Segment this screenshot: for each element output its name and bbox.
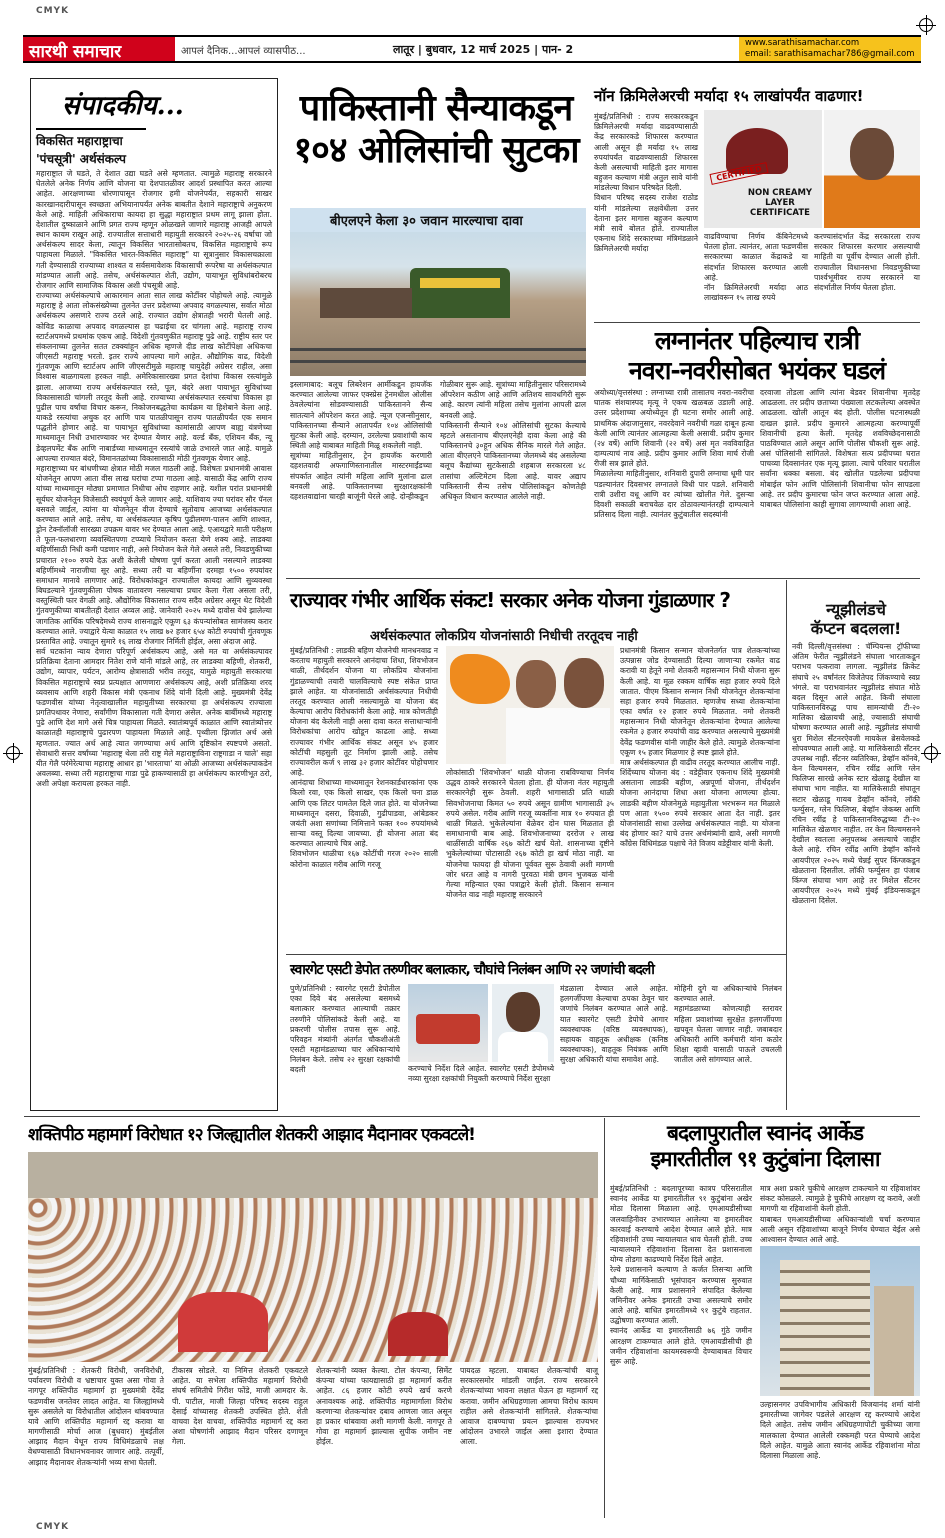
accused-photo xyxy=(492,984,554,1062)
building-photo xyxy=(760,1246,920,1396)
dateline: लातूर | बुधवार, 12 मार्च 2025 | पान- 2 xyxy=(393,43,574,56)
shaktipeeth-col-4: पायदळ म्हटला. याबाबत शेतकऱ्यांची बाजू सरकारसमोर मांडली जाईल. राज्य सरकारने शेतकऱ्यांच्या भावना लक्षात घेऊन हा महामार्ग रद्द करावा. जमीन अधिग्रहणाला आमचा विरोध कायम राहील असे शेतकऱ्यांनी सांगितले. शेतकऱ्यांचा आवाज दाबण्याचा प्रयत्न झाल्यास राज्यभर आंदोलन उभारले जाईल असा इशारा देण्यात आला. xyxy=(460,1366,598,1447)
masthead-tagline: आपलं दैनिक...आपलं व्यासपीठ... xyxy=(181,46,306,57)
registration-mark-icon xyxy=(924,746,938,760)
bride-col-2: दरवाजा तोडला आणि त्यांना बेडवर शिवानीचा मृतदेह आढळला. तर प्रदीप छताच्या पंख्याला लटकलेल्या अवस्थेत आढळला. खोली आतून बंद होती. पोलीस घटनास्थळी दाखल झाले. प्रदीप कुमारने आत्महत्या करण्यापूर्वी शिवानीची हत्या केली. मृतदेह शवविच्छेदनासाठी पाठविण्यात आले असून आणि पोलीस चौकशी सुरू आहे. असं पोलिसांनी सांगितले. विशेषतः सत्य प्रदीपच्या घरात पाचव्या दिवसानंतर एक मृत्यू झाला. त्याचे परिवार घरातील सर्वांना धक्का बसला. बंद खोलीत पडलेल्या प्रदीपचा मोबाईल फोन आणि पोलिसांनी शिवानीचा फोन सापडला आहे. तर प्रदीप कुमारचा फोन जप्त करण्यात आला आहे. याबाबत पोलिसांना काही सुगावा लागण्याची आशा आहे. xyxy=(760,388,920,509)
bride-col-1: अयोध्या/वृत्तसंस्था : लग्नाच्या रात्री तासातच नवरा-नवरीचा घातक संशयास्पद मृत्यू ने एकच खळबळ उडाली आहे. उत्तर प्रदेशाच्या अयोध्येतून ही घटना समोर आली आहे. प्राथमिक अंदाजानुसार, नवरदेवाने नवरीची गळा दाबून हत्या केली आणि त्यानंतर आत्महत्या केली असावी. प्रदीप कुमार (२४ वर्षे) आणि शिवानी (२२ वर्षे) असं मृत नवविवाहित दाम्पत्याचं नाव आहे. प्रदीप कुमार आणि शिवा मार्च रोजी रीजी सत्र झाले होते. मिळालेल्या माहितीनुसार, शनिवारी दुपारी लग्नाचा धूमी पार पडल्यानंतर दिवसभर लग्नातले विधी पार पडले. शनिवारी रात्री उशीरा वधू आणि वर त्यांच्या खोलीत गेले. दुसऱ्या दिवशी सकाळी बराचवेळ दार ठोठावल्यानंतरही दाम्पत्याने प्रतिसाद दिला नाही. त्यानंतर कुटुंबातील सदस्यांनी xyxy=(594,388,754,520)
badlapur-headline: बदलापुरातील स्वानंद आर्केड इमारतीतील ९१ कुटुंबांना दिलासा xyxy=(650,1121,880,1172)
noncreamy-col-3: करण्यासंदर्भात केंद्र सरकारला राज्य सरकार शिफारस करणार असल्याची माहिती या पूर्वीच देण्यात आली होती. राज्यातील विधानसभा निवडणुकीच्या पार्श्वभूमीवर राज्य सरकारने या संदर्भातील निर्णय घेतला होता. xyxy=(814,232,920,292)
economy-headline: राज्यावर गंभीर आर्थिक संकट! सरकार अनेक योजना गुंडाळणार ? xyxy=(290,588,730,612)
economy-col-2: लोकांसाठी 'शिवभोजन' थाळी योजना राबविण्याचा निर्णय उद्धव ठाकरे सरकारने घेतला होता. ही योजना नंतर महायुती सरकारनेही सुरू ठेवली. शहरी भागासाठी प्रति थाळी सिवभोजनाचा किमत ५० रुपये असून ग्रामीण भागासाठी ३५ रुपये असेल. गरीब आणि गरजू व्यक्तींना मात्र १० रुपयात ही थाळी मिळते. भुकेलेल्यांना वेळेवर दोन घास मिळतात ही समाधानाची बाब आहे. शिवभोजनाच्या दररोज २ लाख थाळींसाठी वार्षिक २६७ कोटी खर्च येतो. शासनाच्या दृष्टीने भुकेलेल्यांच्या पोटासाठी २६७ कोटी हा खर्च मोठा नाही. या योजनेचा फायदा ही योजना पूर्ववत सुरू ठेवावी अशी मागणी जोर धरत आहे व नागरी पुरवठा मंत्री छगन भुजबळ यांनी गेल्या महिन्यात एका पत्राद्वारे केली होती. किसान सन्मान योजनेत वाढ नाही महाराष्ट्र सरकारने xyxy=(446,768,614,900)
badlapur-col-1: मुंबई/प्रतिनिधी : बदलापूरच्या कात्रप परिसरातील स्वानंद आर्केड या इमारतीतील ९१ कुटुंबांना अखेर मोठा दिलासा मिळाला आहे. एमआयडीसीच्या जलवाहिनीवर उभारण्यात आलेल्या या इमारतीवर कारवाई करण्याचे आदेश देण्यात आले होते. मात्र रहिवाशांनी उच्च न्यायालयात धाव घेतली होती. उच्च न्यायालयाने रहिवाशांना दिलासा देत प्रशासनाला योग्य तोडगा काढण्याचे निर्देश दिले आहेत. रेल्वे प्रशासनाने कल्याण ते कर्जत तिसऱ्या आणि चौथ्या मार्गिकेसाठी भूसंपादन करण्यास सुरुवात केली आहे. मात्र प्रशासनाने संपादित केलेल्या जमिनीवर अनेक इमारती उभ्या असल्याचे समोर आले आहे. बाधित इमारतीमध्ये ९१ कुटुंबे राहतात. उद्घोषणा करण्यात आली. स्वानंद आर्केड या इमारतीसाठी ७६ गुंठे जमीन आरक्षण टाकण्यात आले होते. एमआयडीसीची ही जमीन रहिवाशांना कायमस्वरूपी देण्याबाबत विचार सुरू आहे. xyxy=(610,1184,752,1366)
person-icon xyxy=(850,128,894,180)
nz-headline: न्यूझीलंडचे कॅप्टन बदलला! xyxy=(810,600,902,639)
person-icon xyxy=(564,658,604,708)
editorial-title-1: विकसित महाराष्ट्राचा xyxy=(36,134,123,148)
pak-headline: पाकिस्तानी सैन्याकडून १०४ ओलिसांची सुटका xyxy=(293,88,579,172)
registration-mark-icon xyxy=(919,18,933,32)
building-icon xyxy=(780,1260,870,1396)
swargate-col-3: मंडळाला देण्यात आले आहेत. हलगर्जीपणा केल्याचा ठपका ठेवून चार जणांचे निलंबन करण्यात आले आहे. यात स्वारगेट एसटी डेपोचे आगार व्यवस्थापक (वरिष्ठ व्यवस्थापक), सहायक वाहतूक अधीक्षक (कनिष्ठ व्यवस्थापक), वाहतूक नियंत्रक आणि सुरक्षा अधिकारी यांचा समावेश आहे. xyxy=(560,984,668,1065)
leaders-photo xyxy=(446,646,614,764)
email-link[interactable]: email: sarathisamachar786@gmail.com xyxy=(745,49,915,59)
crowd xyxy=(28,1198,598,1362)
badlapur-col-2: मात्र अशा प्रकारे चुकीचे आरक्षण टाकल्याने या रहिवाशांवर संकट कोसळले. त्यामुळे हे चुकीचे आरक्षण रद्द करावे, अशी मागणी या रहिवाशांनी केली होती. याबाबत एमआयडीसीच्या अधिकाऱ्यांशी चर्चा करण्यात आली असून रहिवाशांच्या बाजूने निर्णय घेण्यात येईल असे आश्वासन देण्यात आले आहे. xyxy=(760,1184,920,1244)
economy-subhead: अर्थसंकल्पात लोकप्रिय योजनांसाठी निधीची तरतूदच नाही xyxy=(370,629,638,644)
minister-photo xyxy=(824,110,920,228)
person-icon xyxy=(516,660,556,708)
nz-body: नवी दिल्ली/वृत्तसंस्था : चॅम्पियन्स ट्रॉफीच्या अंतिम फेरीत न्यूझीलंडने संघाला भारताकडून पराभव पत्करावा लागला. न्यूझीलंड क्रिकेट संघाचे २५ वर्षांनंतर विजेतेपद जिंकण्याचे स्वप्न भंगले. या पराभवानंतर न्यूझीलंड संघात मोठे बदल दिसून आले आहेत. किवी संघाला पाकिस्तानविरुद्ध पाच सामन्यांची टी-२० मालिका खेळायची आहे, ज्यासाठी संघाची घोषणा करण्यात आली आहे. न्यूझीलंड संघाची धुरा मिशेल सँटनरऐवजी मायकेल ब्रेसवेलकडे सोपवण्यात आली आहे. या मालिकेसाठी सँटनर उपलब्ध नाही. सँटनर व्यतिरिक्त, डेव्हॉन कॉनवे, केन विल्यमसन, रचिन रवींद्र आणि ग्लेन फिलिप्स सारखे अनेक स्टार खेळाडू देखील या संघाचा भाग नाहीत. या मालिकेसाठी संघातून सटार खेळाडू गायब डेव्हॉन कॉनवे, लॉकी फर्ग्युसन, ग्लेन फिलिप्स, बेव्हॉन जेकब्स आणि रचिन रवींद्र हे पाकिस्तानविरुद्धच्या टी-२० मालिकेत खेळणार नाहीत. तर केन विल्यमसनने देखील स्वतःला अनुपलब्ध असल्याचे जाहीर केले आहे. रचिन रवींद्र आणि डेव्हॉन कॉनवे आयपीएल २०२५ मध्ये चेन्नई सुपर किंग्जकडून खेळताना दिसतील. लॉकी फर्ग्युसन हा पंजाब किंग्ज संघाचा भाग आहे तर मिशेल सँटनर आयपीएल २०२५ मध्ये मुंबई इंडियन्सकडून खेळताना दिसेल. xyxy=(792,642,920,906)
swargate-headline: स्वारगेट एसटी डेपोत तरुणीवर बलात्कार, चौघांचे निलंबन आणि २२ जणांची बदली xyxy=(290,962,654,978)
pak-col-2: गोळीबार सुरू आहे. सूत्रांच्या माहितीनुसार परिसरामध्ये ऑपरेशन कठीण आहे आणि अतिशय सावधगिरी सुरू आहे. कारण त्यांनी महिला तसेच मुलांना आपली ढाल बनवली आहे. पाकिस्तानी सैन्याने १०४ ओलिसांची सुटका केल्याचे म्हटले असतानाच बीएलएनेही दावा केला आहे की पाकिस्तानचे ३०हून अधिक सैनिक मारले गेले आहेत. आता बीएलएने पाकिस्तानच्या जेलमध्ये बंद असलेल्या बलूच कैद्यांच्या सुटकेसाठी शहबाज सरकारला ४८ तासांचा अल्टिमेटम दिला आहे. यावर अद्याप पाकिस्तानी सैन्य तसेच पोलिसांकडून कोणतेही अधिकृत विधान करण्यात आलेले नाही. xyxy=(440,380,586,501)
pak-subhead: बीएलएने केला ३० जवान मारल्याचा दावा xyxy=(330,214,523,229)
shaktipeeth-col-1: मुंबई/प्रतिनिधी : शेतकरी विरोधी, जनविरोधी, पर्यावरण विरोधी व भ्रष्टाचार युक्त असा गोवा ते नागपूर शक्तिपीठ महामार्ग हा मुख्यमंत्री देवेंद्र फडणवीस जनतेवर लादत आहेत. या जिल्ह्यांमध्ये सुरू असलेले या विरोधातील आंदोलन थांबवण्यात यावे आणि शक्तिपीठ महामार्ग रद्द करावा या मागणीसाठी मोर्चा आज (बुधवार) मुंबईतील आझाद मैदान येथून राज्य विधिमंडळाचे लक्ष वेधण्यासाठी विधानभवनावर जाणार आहे. तत्पूर्वी, आझाद मैदानावर शेतकऱ्यांनी भव्य सभा घेतली. xyxy=(28,1366,164,1467)
masthead-logo: सारथी समाचार xyxy=(23,37,175,61)
registration-mark-icon xyxy=(6,746,20,760)
shaktipeeth-col-3: शेतकऱ्यांनी व्यक्त केल्या. टोल कंपन्या, सिमेंट कंपन्या यांच्या फायद्यासाठी हा महामार्ग करीत आहेत. ८६ हजार कोटी रुपये खर्च करणे अनावश्यक आहे. शक्तिपीठ महामार्गाला विरोध करणाऱ्या शेतकऱ्यांवर दबाव आणला जात असून हा प्रकार थांबवावा अशी मागणी केली. नागपूर ते गोवा हा महामार्ग झाल्यास सुपीक जमीन नष्ट होईल. xyxy=(316,1366,452,1447)
bride-headline: लग्नानंतर पहिल्याच रात्री नवरा-नवरीसोबत भयंकर घडलं xyxy=(628,326,886,385)
economy-col-1: मुंबई/प्रतिनिधी : लाडकी बहिण योजनेची मानधनवाढ न करताच महायुती सरकारने आनंदाचा शिधा, शिवभोजन थाळी, तीर्थदर्शन योजना या लोकप्रिय योजनांना गुंडाळण्याची तयारी चालविल्याचे स्पष्ट संकेत प्राप्त झाले आहेत. या योजनांसाठी अर्थसंकल्पात निधीची तरतूद करण्यात आली नसल्यामुळे या योजना बंद केल्याचा आरोप विरोधकांनी केला आहे. मात्र कोणतीही योजना बंद केलेली नाही असा दावा करत सत्ताधाऱ्यांनी विरोधकांचा आरोप खोडून काढला आहे. सध्या राज्यावर गंभीर आर्थिक संकट असून ४५ हजार कोटींची महसुली तूट निर्माण झाली आहे. तसेच राज्यावरील कर्ज ९ लाख ३२ हजार कोटींवर पोहोचणार आहे. आनंदाचा शिधाच्या माध्यमातून रेशनकार्डधारकांना एक किलो रवा, एक किलो साखर, एक किलो चना डाळ आणि एक लिटर पामतेल दिले जात होते. या योजनेच्या माध्यमातून दसरा, दिवाळी, गुढीपाडवा, आंबेडकर जयंती अशा सणांच्या निमित्ताने फक्त १०० रुपयांमध्ये साऱ्या वस्तू दिल्या जायच्या. ही योजना आता बंद करण्यात आल्याचे चित्र आहे. शिवभोजन थाळीचा १६७ कोटींची गरज २०२० साली कोरोना काळात गरीब आणि गरजू xyxy=(290,646,438,869)
certificate-image: CERTIFIED NON CREAMY LAYER CERTIFICATE xyxy=(704,110,822,228)
protest-photo xyxy=(28,1152,598,1362)
maharashtra-map-icon xyxy=(450,654,510,704)
person-icon xyxy=(506,992,540,1032)
shaktipeeth-headline: शक्तिपीठ महामार्ग विरोधात १२ जिल्ह्यातील शेतकरी आझाद मैदानावर एकवटले! xyxy=(28,1125,475,1145)
noncreamy-headline: नॉन क्रिमिलेअरची मर्यादा १५ लाखांपर्यंत वाढणार! xyxy=(594,87,864,105)
editorial-logo: संपादकीय... xyxy=(62,91,184,121)
badlapur-col-3: उल्हासनगर उपविभागीय अधिकारी विजयानंद शर्मा यांनी इमारतीच्या जागेवर पडलेले आरक्षण रद्द करण्याचे आदेश दिले आहेत. तसेच जमीन अधिग्रहणापोटी चुकीच्या जागा मालकाला देण्यात आलेली रक्कमही परत घेण्याचे आदेश दिले आहेत. यामुळे आता स्वानंद आर्केड रहिवाशांना मोठा दिलासा मिळाला आहे. xyxy=(760,1400,920,1460)
swargate-col-2: करण्याचे निर्देश दिले आहेत. स्वारगेट एसटी डेपोमध्ये नव्या सुरक्षा रक्षकांची नियुक्ती करण्याचे निर्देश सुरक्षा xyxy=(408,1064,554,1084)
shaktipeeth-col-2: टीकास्त्र सोडले. या निमित्त शेतकरी एकवटले आहेत. या सभेला शक्तिपीठ महामार्ग विरोधी संघर्ष समितीचे गिरीश फोंडे, माजी आमदार के. पी. पाटील, माजी जिल्हा परिषद सदस्य राहुल देसाई यांच्यासह शेतकरी उपस्थित होते. शेती वाचवा देश वाचवा, शक्तिपीठ महामार्ग रद्द करा अशा घोषणांनी आझाद मैदान परिसर दणाणून गेला. xyxy=(172,1366,308,1447)
editorial-title-2: 'पंचसूत्री' अर्थसंकल्प xyxy=(36,152,126,166)
locomotive xyxy=(410,268,510,318)
swargate-col-1: पुणे/प्रतिनिधी : स्वारगेट एसटी डेपोतील एका दिवे बंद असलेल्या बसमध्ये बलात्कार करण्यात आल्याची तक्रार तरुणीने पोलिसांकडे केली आहे. या प्रकरणी पोलीस तपास सुरू आहे. परिवहन मंत्र्यांनी अंतर्गत चौकशीअंती एसटी महामंडळाच्या चार अधिकाऱ्यांचे निलंबन केले. तसेच २२ सुरक्षा रक्षकांची बदली xyxy=(290,984,400,1075)
masthead xyxy=(23,35,921,63)
cmyk-mark-top: CMYK xyxy=(36,6,70,16)
certified-stamp: CERTIFIED xyxy=(709,162,768,185)
train-photo xyxy=(290,208,586,376)
economy-col-3: प्रधानमंत्री किसान सन्मान योजनेतर्गत पात्र शेतकऱ्यांच्या उत्पन्नास जोड देण्यासाठी दिल्या जाणाऱ्या रकमेत वाढ करावी या हेतूने नमो शेतकरी महासन्मान निधी योजना सुरू केली आहे. या मूळ रक्कम वार्षिक सहा हजार रुपये दिले जातात. पीएम किसान सन्मान निधी योजनेतून शेतकऱ्यांना सहा हजार रुपये मिळतात. म्हणजेच सध्या शेतकऱ्यांना एका वर्षात १२ हजार रुपये मिळतात. नमो शेतकरी महासन्मान निधी योजनेतून शेतकऱ्यांना देण्यात आलेल्या रकमेत ३ हजार रुपयांची वाढ करण्यात असल्याचे मुख्यमंत्री देवेंद्र फडणवीस यांनी जाहीर केले होते. त्यामुळे शेतकऱ्यांना एकूण १५ हजार मिळणार हे स्पष्ट झाले होते. मात्र अर्थसंकल्पात ही वाढीव तरतूद करण्यात आलीच नाही. शिंदेंच्याच योजना बंद : वडेट्टीवार एकनाथ शिंदे मुख्यमंत्री असताना लाडकी बहीण, अन्नपूर्णा योजना, तीर्थदर्शन योजना आनंदाचा शिधा अशा योजना आणल्या होत्या. लाडकी बहीण योजनेमुळे महायुतीला भरभरून मत मिळाले पण आता १५०० रुपये सरकार आता देत नाही. इतर योजनांसाठी साधा उल्लेख अर्थसंकल्पात नाही. या योजना बंद होणार का? याचे उत्तर अर्थमंत्र्यांनी द्यावे, असी मागणी काँग्रेस विधिमंडळ पक्षाचे नेते विजय वडेट्टीवार यांनी केली. xyxy=(620,646,780,849)
bus-photo xyxy=(408,984,488,1062)
noncreamy-col-1: मुंबई/प्रतिनिधी : राज्य सरकारकडून क्रिमिलेअरची मर्यादा वाढवण्यासाठी केंद्र सरकारकडे शिफारस करण्यात आली असून ही मर्यादा १५ लाख रुपयांपर्यंत वाढवण्यासाठी शिफारस केली असल्याची माहिती इतर मागास बहुजन कल्याण मंत्री अतुल सावे यांनी मांडलेल्या विधान परिषदेत दिली. विधान परिषद सदस्य राजेश राठोड यांनी मांडलेल्या लक्षवेधीला उत्तर देताना इतर मागास बहुजन कल्याण मंत्री सावे बोलत होते. राज्यातील एकनाथ शिंदे सरकारच्या मंत्रिमंडळाने क्रिमिलेअरची मर्यादा xyxy=(594,112,698,254)
cmyk-mark-bottom: CMYK xyxy=(36,1522,70,1532)
pak-col-1: इस्लामाबाद: बलूच लिबरेशन आर्मीकडून हायजॅक करण्यात आलेल्या जाफर एक्स्प्रेस ट्रेनमधील ओलीस ठेवलेल्यांना सोडवण्यासाठी पाकिस्तानने सैन्य सातत्याने ऑपरेशन करत आहे. न्यूज एजन्सीनुसार, पाकिस्तानच्या सैन्याने आतापर्यंत १०४ ओलिसांची सुटका केली आहे. दरम्यान, उरलेल्या प्रवाशांची काय स्थिती आहे याबाबत माहिती मिळू शकलेली नाही. सूत्रांच्या माहितीनुसार, ट्रेन हायजॅक करणारी दहशतवादी अफगाणिस्तानातील मास्टरमाईंडच्या संपर्कात आहेत त्यांनी महिला आणि मुलांना ढाल बनवली आहे. पाकिस्तानच्या सुरक्षारक्षकांनी दहशतवाद्यांना चारही बाजूंनी घेरले आहे. दोन्हीकडून xyxy=(290,380,432,501)
noncreamy-col-2: वाढविण्याचा निर्णय कॅबिनेटमध्ये घेतला होता. त्यानंतर, आता फडणवीस सरकारच्या काळात केंद्राकडे या संदर्भात शिफारस करण्यात आली आहे. नॉन क्रिमिलेअरची मर्यादा आठ लाखांवरून १५ लाख रुपये xyxy=(704,232,808,303)
website-link[interactable]: www.sarathisamachar.com xyxy=(745,38,860,48)
editorial-body: महाराष्ट्रात जे घडते, ते देशात उद्या घडते असे म्हणतात. त्यामुळे महाराष्ट्र सरकारने घेतलेले अनेक निर्णय आणि योजना या देशपातळीवर आदर्श प्रस्थापित करत आल्या आहेत. आरक्षणाच्या धोरणापासून रोजगार हमी योजनेपर्यंत, सहकारी साखर कारखानदारीपासून स्वच्छता अभियानापर्यंत अनेक बाबतीत देशाने महाराष्ट्राचे अनुकरण केले आहे. माहिती अधिकाराचा कायदा हा सुद्धा महाराष्ट्रात प्रथम लागू झाला होता. देशातील दुष्काळाने आणि प्रगत राज्य म्हणून ओळखले जाणारे महाराष्ट्र आजही आपले स्थान कायम राखून आहे. राज्यातील सत्ताधारी महायुती सरकारने २०२५-२६ वर्षाचा जो अर्थसंकल्प सादर केला, त्यातून विकसित भारतासोबतच, विकसित महाराष्ट्राचे रूप पाहायला मिळाले. "विकसित भारत-विकसित महाराष्ट्र" या सूत्रानुसार विकासचक्राला गती देण्यासाठी राज्याच्या शाश्वत व सर्वसमावेशक विकासाची रूपरेषा या अर्थसंकल्पात मांडण्यात आली आहे. तसेच, अर्थसंकल्पात शेती, उद्योग, पायाभूत सुविधांबरोबरच रोजगार आणि सामाजिक विकास अशी पंचसूत्री आहे. राज्याच्या अर्थसंकल्पाचे आकारमान आता सात लाख कोटींवर पोहोचले आहे. त्यामुळे महाराष्ट्र हे आता लोकसंख्येच्या तुलनेत उत्तर प्रदेशच्या अपवाद वगळल्यास, सर्वात मोठा अर्थसंकल्प असणारे राज्य ठरले आहे. राज्यात उद्योग क्षेत्रातही भरारी घेतली आहे. कोविड काळाचा अपवाद वगळल्यास हा चढाईचा दर चांगला आहे. महाराष्ट्र राज्य स्टार्टअपमध्ये प्रथमांक एकच आहे. विदेशी गुंतवणुकीत महाराष्ट्र पुढे आहे. राष्ट्रीय स्तर पर संकलनाच्या तुलनेत सतत टक्क्यांहून अधिक म्हणजे दीड लाख कोटींपेक्षा अधिकचा जीएसटी महाराष्ट्र भरतो. इतर राज्ये आपल्या मागे आहेत. औद्योगिक वाढ, विदेशी गुंतवणूक आणि स्टार्टअप आणि जीएसटीमुळे महाराष्ट्र चायुदेही अग्रेसर राहील, असा विश्वास बाळगायला हरकत नाही. अमेरिकासारख्या प्रगत देशांचा विकास रस्त्यांमुळे झाला. आजच्या राज्य अर्थसंकल्पात रस्ते, पूल, बंदरे अशा पायाभूत सुविधांच्या विकासासाठी चांगली तरतूद केली आहे. राज्याच्या अर्थसंकल्पात रस्त्यांचा विकास हा पुढील पाच वर्षांचा विचार करून, निकोजनबद्धतेचा कार्यक्रम या हिशेबाने केला आहे. याकडे रस्त्यांचा अचुक दर आणि पाय पातळीपासून राज्य पातळीपर्यंत एक समान पद्धतीने होणार आहे. या पायाभूत सुविधांच्या कामांसाठी आपण बाह्य यंत्रणेच्या माध्यमातून निधी उभारण्यावर भर देण्यात येणार आहे. वर्ल्ड बँक, एशियन बँक, न्यू डेव्हलपमेंट बँक आणि नाबार्डच्या माध्यमातून रस्त्यांचे जाळे उभारले जात आहे. यामुळे आपल्या राज्यात बंदरे, विमानतळांच्या विकासासाठी मोठी गुंतवणूक येणार आहे. महाराष्ट्राच्या घर बांधणीच्या क्षेत्रात मोठी मजल गाठली आहे. विशेषतः प्रधानमंत्री आवास योजनेतून आपण आता वीस लाख घरांचा टप्पा गाठला आहे. यासाठी केंद्र आणि राज्य यांच्या माध्यमातून मोठ्या प्रमाणात निधीचा ओघ राहणार आहे. यशील परांत प्रधानमंत्री सूर्यघर योजनेतून विजेसाठी स्वयंपूर्ण केले जाणार आहे. याशिवाय ज्या घरांवर सौर पॅनल बसवले जाईल, त्यांना या योजनेतून वीज देण्याचे सूतोवाच आजच्या अर्थसंकल्पात करण्यात आले आहे. तसेच, या अर्थसंकल्पात कृषिप पुढीलमण-पालन आणि शाश्वत, ड्रोन टेक्नॉलॉजी सारख्या उपक्रम यावर भर देण्यात आला आहे. एआयद्वारे माती परीक्षण ते फूल-फलधारणा व्यवस्थितपणा टप्प्याचे नियोजन करता येणे शक्य आहे. लाडक्या बहिणींसाठी निधी कमी पडणार नाही, असे नियोजन केले गेले असले तरी, निवडणुकीच्या प्रचारात २१०० रुपये देऊ अशी केलेली घोषणा पूर्ण करता आली नसल्याने लाडक्या बहिणींमध्ये नाराजीचा सूर आहे. सध्या तरी या बहिणींना दरमहा १५०० रुपयांवर समाधान मानावे लागणार आहे. विरोधकांकडून राज्यातील कायदा आणि सुव्यवस्था बिघडल्याने गुंतवणुकीला पोषक वातावरण नसल्याचा प्रचार केला गेला असला तरी, वस्तुस्थिती फार वेगळी आहे. औद्योगिक विकासात राज्य सदैव अग्रेसर असून थेट विदेशी गुंतवणुकीच्या बाबतीतही देशात अव्वल आहे. जानेवारी २०२५ मध्ये दावोस येथे झालेल्या जागतिक आर्थिक परिषदेमध्ये राज्य शासनाद्वारे एकूण ६३ कंपन्यांसोबत सामंजस्य करार करण्यात आले. ज्याद्वारे येत्या काळात १५ लाख ७२ हजार ६५४ कोटी रुपयांची गुंतवणूक प्रस्तावित आहे. ज्यातून सुमारे १६ लाख रोजगार निर्मिती होईल, असा अंदाज आहे. सर्व घटकांना न्याय देणारा परिपूर्ण अर्थसंकल्प आहे, असे मत या अर्थसंकल्पावर प्रतिक्रिया देताना आमदार नितेश राणे यांनी मांडले आहे, तर लाडक्या बहिणी, शेतकरी, उद्योग, व्यापार, पर्यटन, आरोग्य क्षेत्रासाठी भरीव तरतूद, यामुळे महायुती सरकारचा विकसित महाराष्ट्राचे स्वप्न प्रत्यक्षात आणणारा अर्थसंकल्प आहे, अशी प्रतिक्रिया शरद व्यवसाय आणि शहरी विकास मंत्री एकनाथ शिंदे यांनी दिली आहे. मुख्यमंत्री देवेंद्र फडणवीस यांच्या नेतृत्वाखालील महायुतीच्या सरकारचा हा अर्थसंकल्प राज्याला प्रगतिपथावर नेणारा, सर्वांगीण विकासाला गती देणारा असेल. अनेक बाबींमध्ये महाराष्ट्र पुढे आणि देश मागे असे चित्र पाहायला मिळते. स्वातंत्र्यपूर्व काळात आणि स्वातंत्र्योत्तर काळातही महाराष्ट्राचे पुढारपण पाहायला मिळाले आहे. पृथ्वीला झिजांत अर्थ असे म्हणतात. ज्यात अर्थ आहे त्यात जगण्याचा अर्थ आणि दृष्टिकोन स्पष्टपणे असतो. सेवाधारी सत्तर वर्षांच्या 'महाराष्ट्र थेला तरी राष्ट्र मेले महाराष्ट्राविना राष्ट्रगाडा न चाले' सहा यीत गेलै परंमेरेत्याचा महाराष्ट्र आधार हा 'भारताचा' या ओळी आजच्या अर्थसंकल्पाकडेन अवलब्या. सध्या तरी महाराष्ट्राचा गाडा पुढे हाकण्यासाठी हा अर्थसंकल्प कारणीभूत ठरो, अशी अपेक्षा करायला हरकत नाही. xyxy=(36,169,272,789)
swargate-col-4: मोहिनी दुगे या अधिकाऱ्यांचे निलंबन करण्यात आले. महामंडळाच्या कोणत्याही स्तरावर महिला प्रवाशांच्या सुरक्षेत हलगर्जीपणा खपवून घेतला जाणार नाही. जबाबदार अधिकारी आणि कर्मचारी यांना कठोर शिक्षा व्हावी यासाठी पाऊले उचलली जातील असे सांगण्यात आले. xyxy=(674,984,782,1065)
bus-icon xyxy=(416,1014,480,1044)
